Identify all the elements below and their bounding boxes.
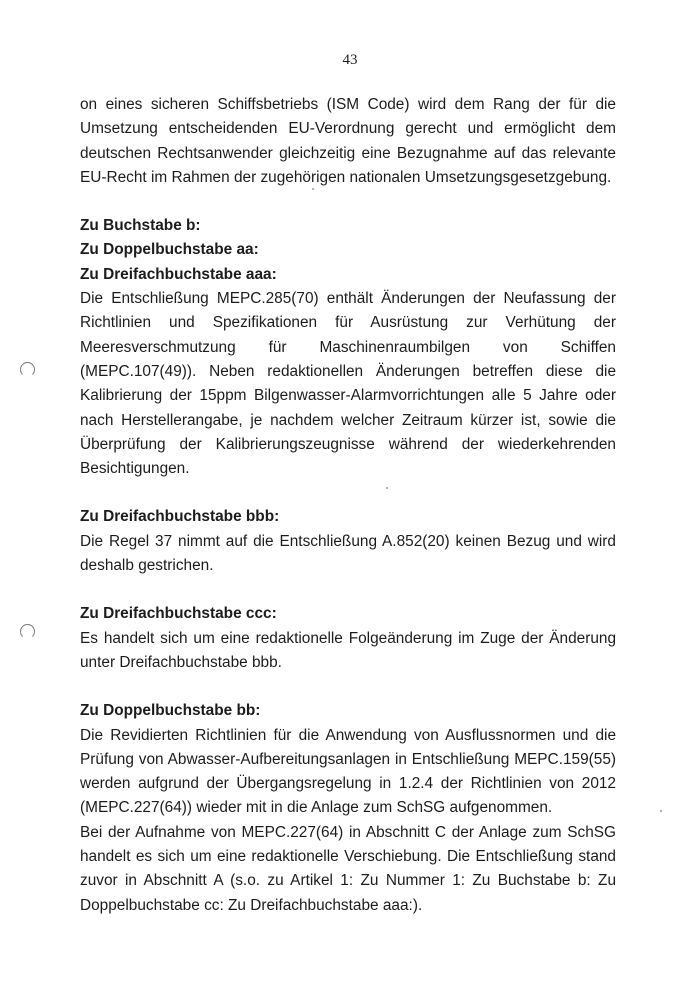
heading-dreifachbuchstabe-aaa: Zu Dreifachbuchstabe aaa: bbox=[80, 265, 277, 283]
scan-speck bbox=[660, 810, 662, 812]
punch-hole-mark bbox=[20, 624, 35, 639]
paragraph-bb-2: Bei der Aufnahme von MEPC.227(64) in Abschnitt C der Anlage zum SchSG handelt es sich um eine redaktionelle Verschiebung. Die Entschließung stand zuvor in Abschnitt A (s.o. zu Artikel 1: Zu Nummer 1: Zu Buchstabe b: Zu Doppelbuchstabe cc: Zu Dreifachbuchstabe aaa:). bbox=[80, 823, 616, 914]
paragraph-ccc: Es handelt sich um eine redaktionelle Folgeänderung im Zuge der Änderung unter Dreifachbuchstabe bbb. bbox=[80, 629, 616, 671]
heading-buchstabe-b: Zu Buchstabe b: bbox=[80, 217, 201, 235]
paragraph-bb-1: Die Revidierten Richtlinien für die Anwendung von Ausflussnormen und die Prüfung von Abwasser-Aufbereitungsanlagen in Entschließung MEPC.159(55) werden aufgrund der Übergangsregelung in 1.2.4 der Richtlinien von 2012 (MEPC.227(64)) wieder mit in die Anlage zum SchSG aufgenommen. bbox=[80, 726, 616, 817]
heading-dreifachbuchstabe-ccc: Zu Dreifachbuchstabe ccc: bbox=[80, 605, 277, 623]
page-number: 43 bbox=[342, 52, 358, 68]
heading-doppelbuchstabe-bb: Zu Doppelbuchstabe bb: bbox=[80, 702, 261, 720]
heading-dreifachbuchstabe-bbb: Zu Dreifachbuchstabe bbb: bbox=[80, 508, 280, 526]
paragraph-aaa: Die Entschließung MEPC.285(70) enthält Änderungen der Neufassung der Richtlinien und Spezifikationen für Ausrüstung zur Verhütung der Meeresverschmutzung für Maschinenraumbilgen von Schiffen (MEPC.107(49)). Neben redaktionellen Änderungen betreffen diese die Kalibrierung der 15ppm Bilgenwasser-Alarmvorrichtungen alle 5 Jahre oder nach Herstellerangabe, je nachdem welcher Zeitraum kürzer ist, sowie die Überprüfung der Kalibrierungszeugnisse während der wiederkehrenden Besichtigungen. bbox=[80, 290, 616, 478]
intro-paragraph: on eines sicheren Schiffsbetriebs (ISM Code) wird dem Rang der für die Umsetzung entscheidenden EU-Verordnung gerecht und ermöglicht dem deutschen Rechtsanwender gleichzeitig eine Bezugnahme auf das relevante EU-Recht im Rahmen der zugehörigen nationalen Umsetzungsgesetzgebung. bbox=[80, 96, 616, 186]
heading-doppelbuchstabe-aa: Zu Doppelbuchstabe aa: bbox=[80, 241, 259, 259]
punch-hole-mark bbox=[20, 362, 35, 377]
document-body bbox=[80, 93, 616, 918]
paragraph-bbb: Die Regel 37 nimmt auf die Entschließung A.852(20) keinen Bezug und wird deshalb gestrichen. bbox=[80, 532, 616, 575]
